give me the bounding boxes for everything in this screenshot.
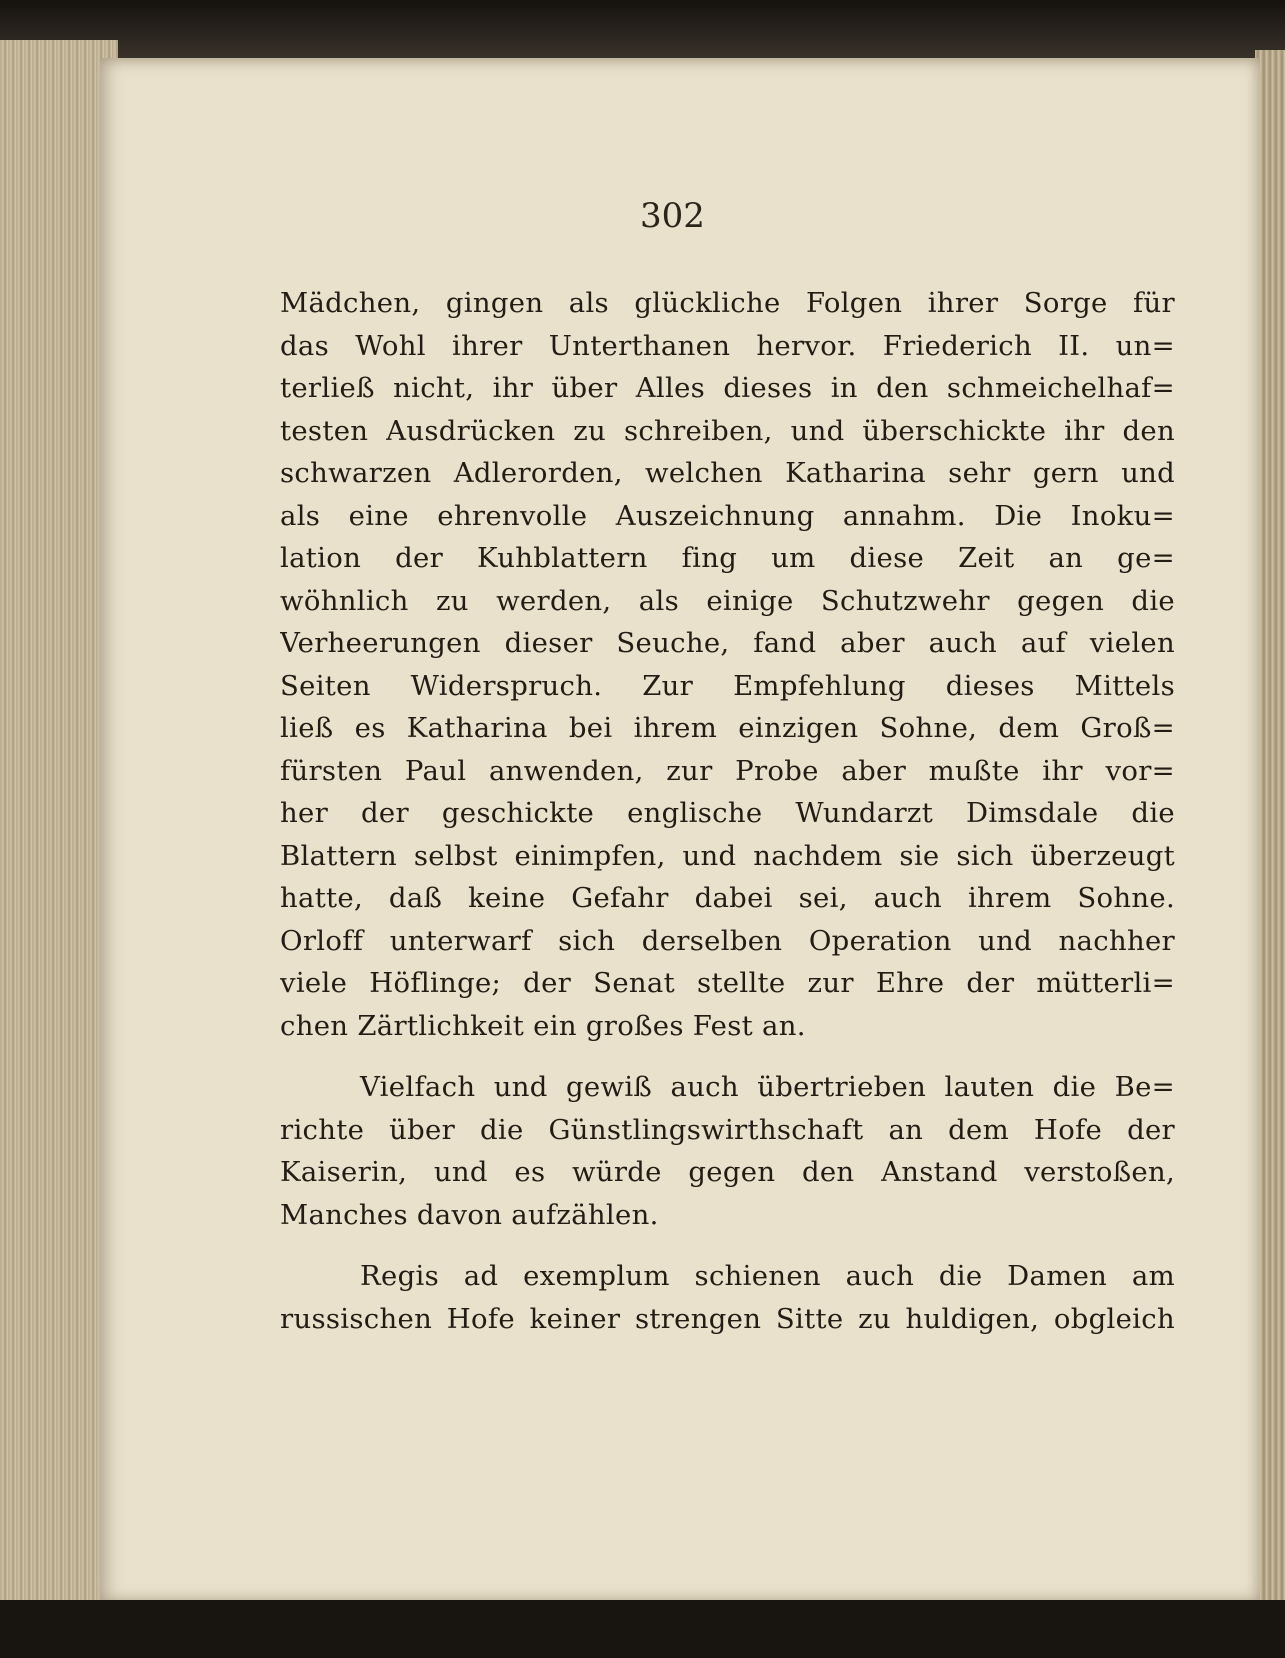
book-cover-bottom [0, 1600, 1285, 1658]
text-line: wöhnlich zu werden, als einige Schutzwehr gegen die [280, 584, 1175, 617]
text-line: Vielfach und gewiß auch übertrieben lauten die Be= [360, 1071, 1175, 1103]
body-text [280, 282, 1175, 1340]
text-line: viele Höflinge; der Senat stellte zur Ehre der mütterli= [280, 967, 1175, 999]
text-line: hatte, daß keine Gefahr dabei sei, auch ihrem Sohne. [280, 882, 1175, 914]
paragraph-3 [280, 1255, 1175, 1340]
text-line: chen Zärtlichkeit ein großes Fest an. [280, 1009, 806, 1042]
text-line: richte über die Günstlingswirthschaft an dem Hofe der [280, 1113, 1175, 1146]
text-line: Verheerungen dieser Seuche, fand aber auch auf vielen [280, 627, 1175, 659]
text-line: her der geschickte englische Wundarzt Dimsdale die [280, 797, 1175, 829]
text-line: Seiten Widerspruch. Zur Empfehlung dieses Mittels [280, 669, 1175, 702]
text-line: lation der Kuhblattern fing um diese Zeit an ge= [280, 542, 1175, 574]
text-line: das Wohl ihrer Unterthanen hervor. Friederich II. un= [280, 329, 1175, 362]
text-line: Kaiserin, und es würde gegen den Anstand verstoßen, [280, 1156, 1175, 1188]
text-line: fürsten Paul anwenden, zur Probe aber mußte ihr vor= [280, 754, 1175, 787]
text-line: Manches davon aufzählen. [280, 1198, 659, 1231]
text-line: russischen Hofe keiner strengen Sitte zu huldigen, obgleich [280, 1302, 1175, 1335]
paragraph-2 [280, 1066, 1175, 1236]
paragraph-1 [280, 282, 1175, 1047]
text-line: Mädchen, gingen als glückliche Folgen ihrer Sorge für [280, 287, 1175, 319]
text-line: Blattern selbst einimpfen, und nachdem sie sich überzeugt [280, 839, 1175, 872]
text-line: testen Ausdrücken zu schreiben, und überschickte ihr den [280, 414, 1175, 447]
text-line: terließ nicht, ihr über Alles dieses in den schmeichelhaf= [280, 372, 1175, 404]
text-line: als eine ehrenvolle Auszeichnung annahm. Die Inoku= [280, 499, 1175, 532]
text-line: Regis ad exemplum schienen auch die Damen am [360, 1260, 1175, 1292]
text-line: Orloff unterwarf sich derselben Operation und nachher [280, 924, 1175, 957]
text-line: schwarzen Adlerorden, welchen Katharina sehr gern und [280, 457, 1175, 489]
book-cover-top [0, 0, 1285, 62]
page-number: 302 [640, 196, 705, 236]
text-line: ließ es Katharina bei ihrem einzigen Sohne, dem Groß= [280, 712, 1175, 744]
